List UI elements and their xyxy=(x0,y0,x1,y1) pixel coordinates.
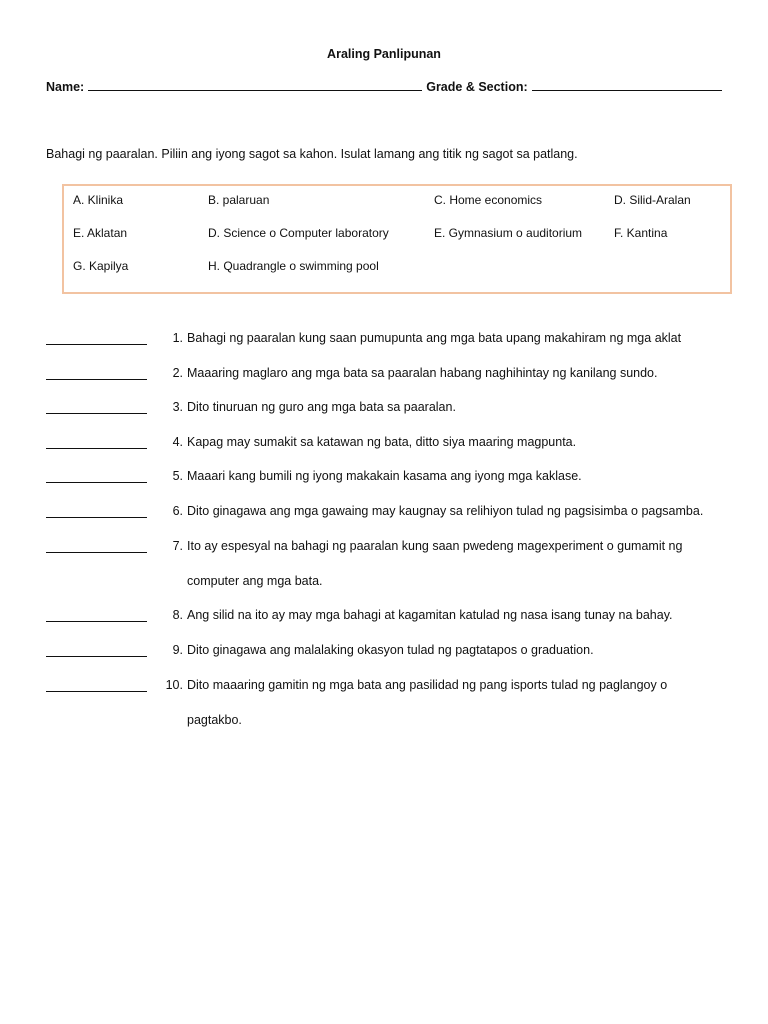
item-text: Dito maaaring gamitin ng mga bata ang pasilidad ng pang isports tulad ng paglangoy o xyxy=(187,678,668,692)
item-number: 9. xyxy=(172,643,183,657)
choice-item: A. Klinika xyxy=(73,193,124,207)
answer-blank[interactable] xyxy=(46,379,147,380)
item-number: 3. xyxy=(172,400,183,414)
choice-item: F. Kantina xyxy=(614,226,668,240)
answer-blank[interactable] xyxy=(46,517,147,518)
name-grade-row xyxy=(46,80,726,94)
item-text: Ito ay espesyal na bahagi ng paaralan kung saan pwedeng magexperiment o gumamit ng xyxy=(187,539,683,553)
item-text: Maaaring maglaro ang mga bata sa paaralan habang naghihintay ng kanilang sundo. xyxy=(187,366,658,380)
item-number: 4. xyxy=(172,435,183,449)
item-number: 6. xyxy=(172,504,183,518)
item-text: Bahagi ng paaralan kung saan pumupunta ang mga bata upang makahiram ng mga aklat xyxy=(187,331,682,345)
choice-box xyxy=(62,184,732,294)
answer-blank[interactable] xyxy=(46,621,147,622)
item-text: Maaari kang bumili ng iyong makakain kasama ang iyong mga kaklase. xyxy=(187,469,582,483)
answer-blank[interactable] xyxy=(46,656,147,657)
item-number: 8. xyxy=(172,608,183,622)
answer-blank[interactable] xyxy=(46,482,147,483)
item-text: Ang silid na ito ay may mga bahagi at kagamitan katulad ng nasa isang tunay na bahay. xyxy=(187,608,673,622)
choice-item: H. Quadrangle o swimming pool xyxy=(208,259,379,273)
choice-item: G. Kapilya xyxy=(73,259,129,273)
item-number: 1. xyxy=(172,331,183,345)
choice-item: E. Aklatan xyxy=(73,226,128,240)
name-blank-line xyxy=(88,80,422,91)
choice-item: C. Home economics xyxy=(434,193,543,207)
item-text-continuation: pagtakbo. xyxy=(187,712,242,727)
choice-item: D. Science o Computer laboratory xyxy=(208,226,389,240)
item-number: 5. xyxy=(172,469,183,483)
item-text: Dito ginagawa ang mga gawaing may kaugnay sa relihiyon tulad ng pagsisimba o pagsamba. xyxy=(187,504,704,518)
item-number: 7. xyxy=(172,539,183,553)
grade-section-blank-line xyxy=(532,80,722,91)
item-text-continuation: computer ang mga bata. xyxy=(187,573,323,588)
grade-section-label: Grade & Section: xyxy=(426,80,528,94)
name-label: Name: xyxy=(46,80,85,94)
choice-item: E. Gymnasium o auditorium xyxy=(434,226,583,240)
item-text: Kapag may sumakit sa katawan ng bata, ditto siya maaring magpunta. xyxy=(187,435,577,449)
answer-blank[interactable] xyxy=(46,691,147,692)
item-text: Dito ginagawa ang malalaking okasyon tulad ng pagtatapos o graduation. xyxy=(187,643,594,657)
answer-blank[interactable] xyxy=(46,413,147,414)
page-title: Araling Panlipunan xyxy=(327,47,441,61)
answer-blank[interactable] xyxy=(46,344,147,345)
instructions: Bahagi ng paaralan. Piliin ang iyong sagot sa kahon. Isulat lamang ang titik ng sagot sa patlang. xyxy=(46,147,578,161)
item-number: 10. xyxy=(165,678,183,692)
answer-blank[interactable] xyxy=(46,448,147,449)
choice-item: D. Silid-Aralan xyxy=(614,193,691,207)
answer-blank[interactable] xyxy=(46,552,147,553)
item-number: 2. xyxy=(172,366,183,380)
item-text: Dito tinuruan ng guro ang mga bata sa paaralan. xyxy=(187,400,456,414)
choice-item: B. palaruan xyxy=(208,193,270,207)
